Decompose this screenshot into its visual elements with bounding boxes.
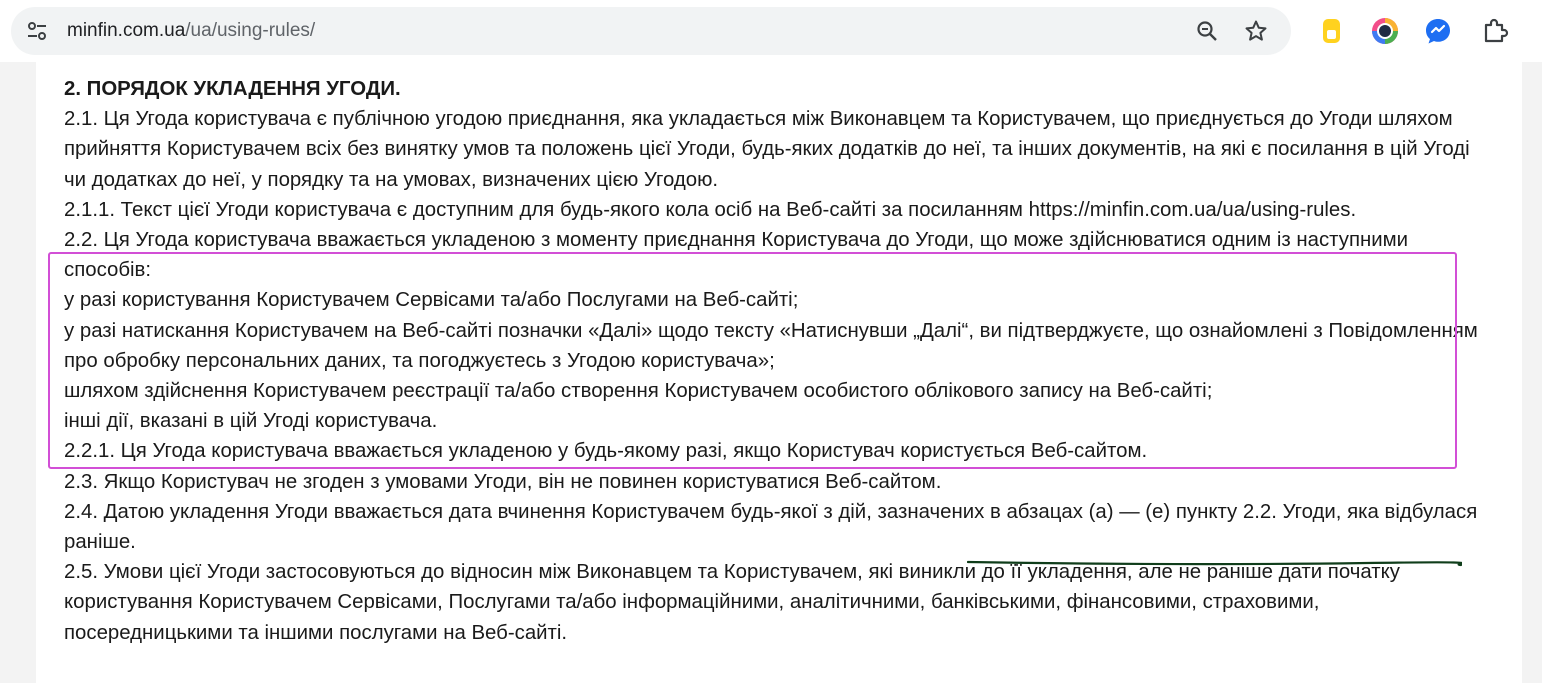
extension-blue-chat-icon[interactable]	[1423, 16, 1453, 46]
clause-2-2-1: 2.2.1. Ця Угода користувача вважається укладеною у будь-якому разі, якщо Користувач користується Веб-сайтом.	[64, 440, 1148, 463]
browser-toolbar	[0, 0, 1542, 62]
extension-yellow-icon[interactable]	[1317, 16, 1347, 46]
section-heading: 2. ПОРЯДОК УКЛАДЕННЯ УГОДИ.	[64, 78, 401, 100]
hand-drawn-underline	[967, 559, 1462, 567]
clause-2-5: 2.5. Умови цієї Угоди застосовуються до відносин між Виконавцем та Користувачем, які виникли до її укладення, але не раніше дати початку користування Користувачем Сервісами, Послугами та/або інформаційними, аналітичними, банківськими, фінансовими, страховими, посередницькими та іншими послугами на Веб-сайті.	[64, 561, 1400, 644]
address-bar[interactable]	[11, 7, 1291, 55]
extensions-puzzle-icon[interactable]	[1480, 16, 1510, 46]
url-host: minfin.com.ua	[67, 20, 186, 41]
clause-2-4: 2.4. Датою укладення Угоди вважається дата вчинення Користувачем будь-якої з дій, зазначених в абзацах (а) — (е) пункту 2.2. Угоди, яка відбулася раніше.	[64, 500, 1478, 554]
zoom-icon[interactable]	[1195, 19, 1219, 43]
clause-2-3: 2.3. Якщо Користувач не згоден з умовами Угоди, він не повинен користуватися Веб-сайтом.	[64, 470, 942, 493]
clause-2-2-item-b: у разі натискання Користувачем на Веб-сайті позначки «Далі» щодо тексту «Натиснувши „Далі“, ви підтверджуєте, що ознайомлені з Повідомленням про обробку персональних даних, та погоджуєтесь з Угодою користувача»;	[64, 319, 1478, 372]
clause-2-2-item-d: інші дії, вказані в цій Угоді користувача.	[64, 410, 438, 433]
clause-2-2-item-a: у разі користування Користувачем Сервісами та/або Послугами на Веб-сайті;	[64, 289, 799, 312]
clause-2-2-item-c: шляхом здійснення Користувачем реєстрації та/або створення Користувачем особистого облікового запису на Веб-сайті;	[64, 380, 1213, 403]
url-path: /ua/using-rules/	[185, 20, 316, 41]
url-text[interactable]	[67, 7, 315, 55]
clause-2-1-1: 2.1.1. Текст цієї Угоди користувача є доступним для будь-якого кола осіб на Веб-сайті за посиланням https://minfin.com.ua/ua/using-rules.	[64, 198, 1357, 221]
site-info-icon[interactable]	[25, 19, 49, 43]
clause-2-1: 2.1. Ця Угода користувача є публічною угодою приєднання, яка укладається між Виконавцем та Користувачем, що приєднується до Угоди шляхом прийняття Користувачем всіх без винятку умов та положень цієї Угоди, будь-яких додатків до неї, та інших документів, на які є посилання в цій Угоді чи додатках до неї, у порядку та на умовах, визначених цією Угодою.	[64, 108, 1470, 191]
clause-2-2: 2.2. Ця Угода користувача вважається укладеною з моменту приєднання Користувача до Угоди, що може здійснюватися одним із наступними способів:	[64, 229, 1409, 282]
highlight-box	[48, 252, 1457, 469]
bookmark-star-icon[interactable]	[1244, 19, 1268, 43]
extension-color-wheel-icon[interactable]	[1370, 16, 1400, 46]
